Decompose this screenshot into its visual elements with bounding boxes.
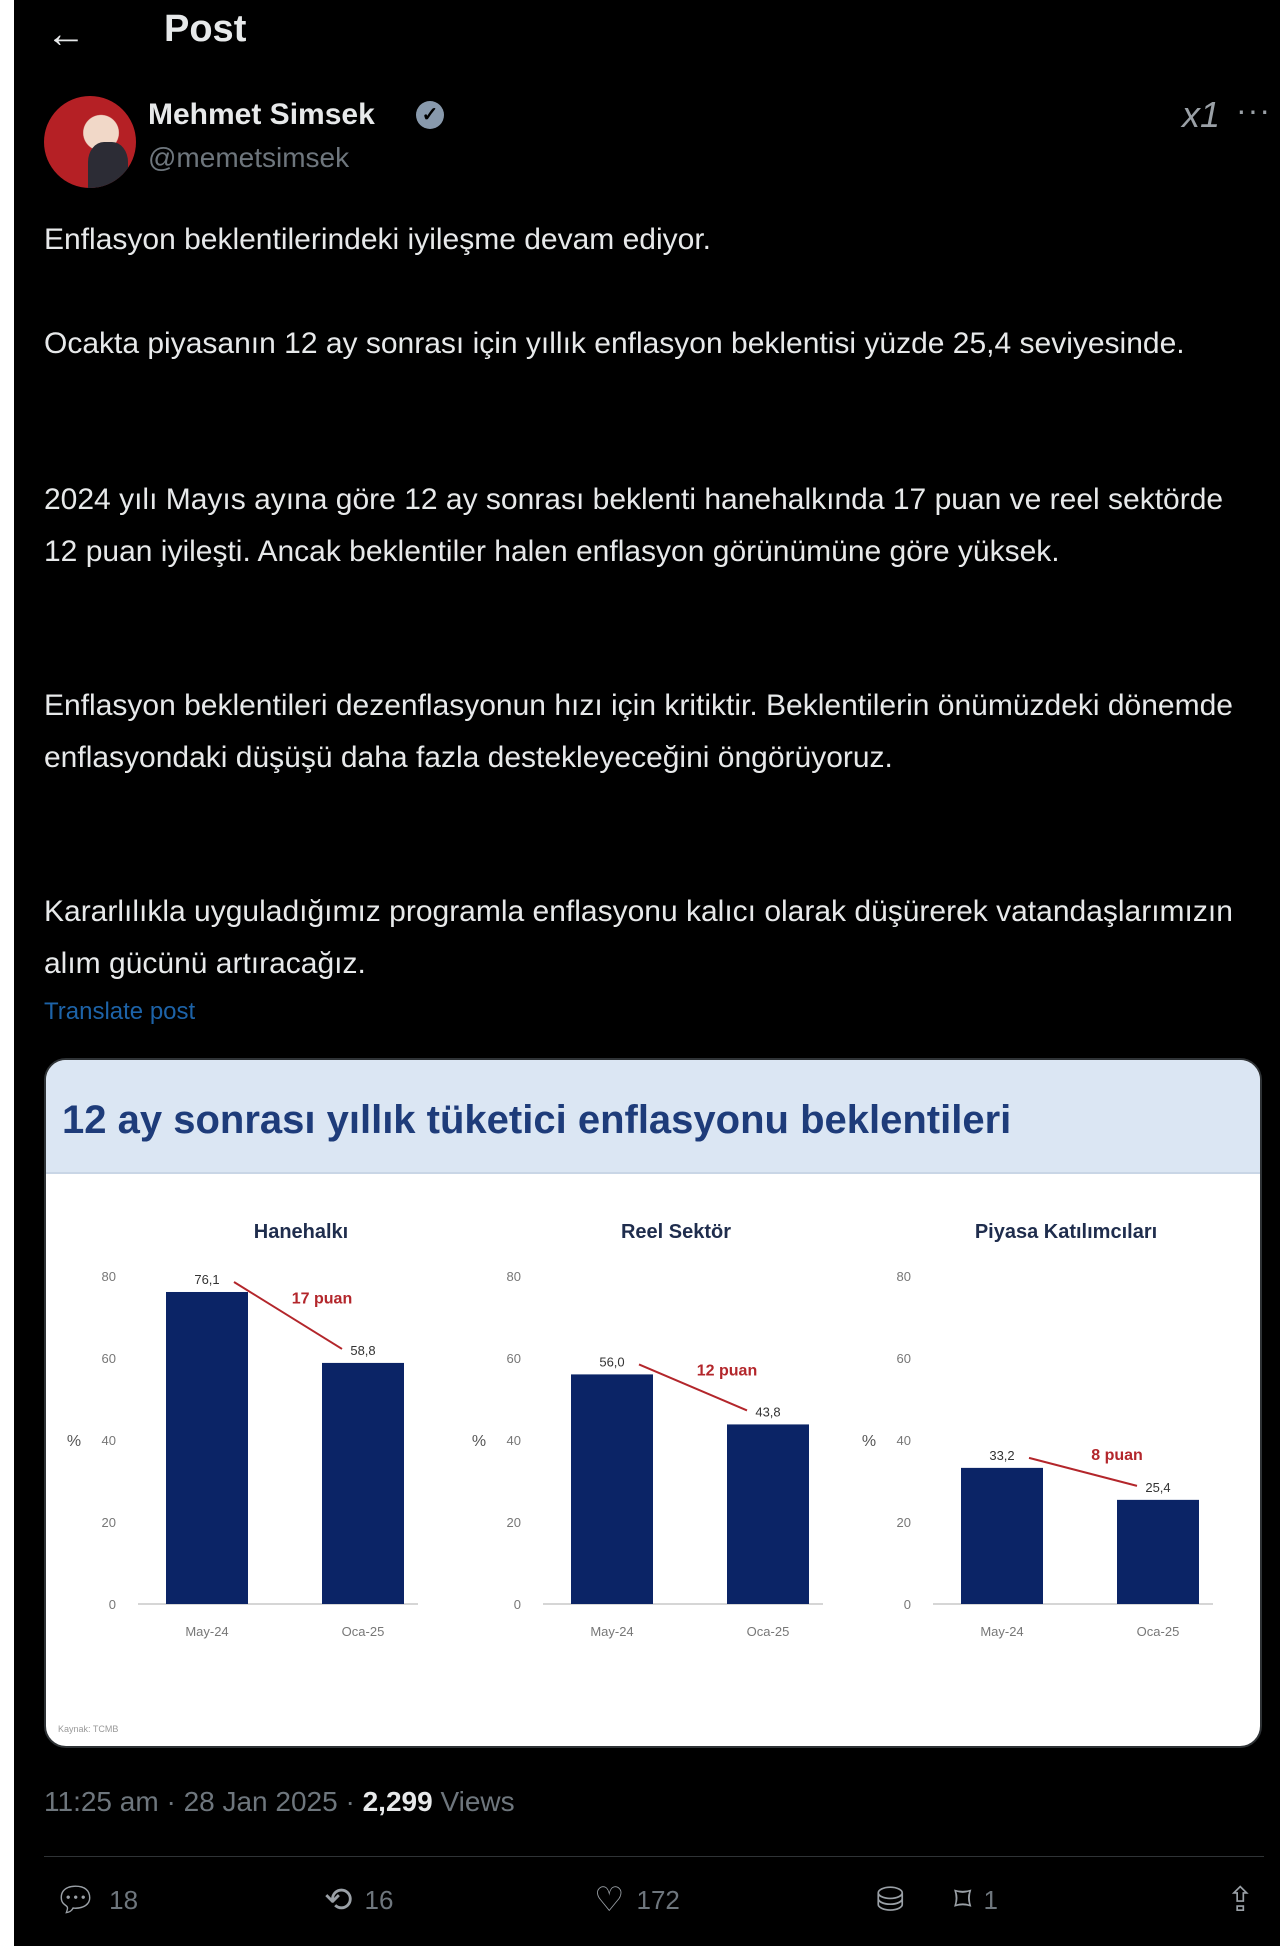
- bar-value-label: 33,2: [989, 1447, 1015, 1463]
- top-bar: [14, 0, 1280, 70]
- repost-count: 16: [364, 1884, 394, 1915]
- x-tick-label: Oca-25: [746, 1624, 790, 1639]
- bar: [166, 1292, 248, 1604]
- views-label: Views: [440, 1786, 515, 1817]
- bar: [1117, 1500, 1199, 1604]
- post-time[interactable]: 11:25 am: [44, 1786, 159, 1817]
- bookmark-icon: ⌑: [954, 1881, 972, 1919]
- x-tick-label: May-24: [185, 1624, 229, 1639]
- bookmark-button[interactable]: [954, 1880, 998, 1920]
- bar-value-label: 76,1: [194, 1271, 220, 1287]
- panel-title: Piyasa Katılımcıları: [974, 1221, 1158, 1243]
- meta-separator: ·: [166, 1786, 176, 1817]
- author-handle[interactable]: @memetsimsek: [148, 142, 350, 173]
- y-axis-label: %: [471, 1433, 487, 1450]
- change-label: 12 puan: [696, 1362, 758, 1380]
- reply-count: 18: [109, 1884, 139, 1915]
- grok-analyze-icon: ⛁: [876, 1881, 905, 1919]
- avatar[interactable]: [44, 96, 136, 188]
- chart-title: 12 ay sonrası yıllık tüketici enflasyonu beklentileri: [62, 1098, 1012, 1142]
- bookmark-count: 1: [983, 1884, 998, 1915]
- x-tick-label: May-24: [590, 1624, 634, 1639]
- views-count: 2,299: [362, 1786, 433, 1817]
- y-tick-label: 20: [101, 1515, 116, 1530]
- y-tick-label: 40: [896, 1433, 911, 1448]
- post-text-paragraph-4: Enflasyon beklentileri dezenflasyonun hızı için kritiktir. Beklentilerin önümüzdeki dönemde enflasyondaki düşüşü daha fazla destekleyeceğini öngörüyoruz.: [44, 689, 1233, 774]
- y-tick-label: 40: [506, 1433, 521, 1448]
- chart-header: [46, 1060, 1260, 1174]
- page-title: Post: [164, 8, 247, 50]
- heart-icon: ♡: [594, 1881, 625, 1919]
- post-meta: [44, 1786, 515, 1818]
- bar-value-label: 56,0: [599, 1354, 625, 1370]
- post-text-paragraph-2: Ocakta piyasanın 12 ay sonrası için yıllık enflasyon beklentisi yüzde 25,4 seviyesinde.: [44, 327, 1185, 360]
- bar: [727, 1424, 809, 1604]
- repost-icon: ⟲: [324, 1881, 353, 1919]
- like-count: 172: [636, 1884, 680, 1915]
- grok-icon[interactable]: x1: [1182, 94, 1221, 135]
- y-tick-label: 60: [896, 1351, 911, 1366]
- reply-icon: 💬︎: [54, 1881, 98, 1919]
- post-text-paragraph-3: 2024 yılı Mayıs ayına göre 12 ay sonrası beklenti hanehalkında 17 puan ve reel sektörde 12 puan iyileşti. Ancak beklentiler halen enflasyon görünümüne göre yüksek.: [44, 483, 1224, 568]
- y-tick-label: 60: [101, 1351, 116, 1366]
- grok-analyze-button[interactable]: [876, 1880, 905, 1920]
- post-date[interactable]: 28 Jan 2025: [183, 1786, 338, 1817]
- post-text-paragraph-1: Enflasyon beklentilerindeki iyileşme devam ediyor.: [44, 223, 712, 256]
- verified-badge-icon: ✓: [416, 101, 444, 129]
- y-tick-label: 80: [506, 1269, 521, 1284]
- panel-title: Hanehalkı: [253, 1221, 349, 1243]
- y-tick-label: 60: [506, 1351, 521, 1366]
- y-tick-label: 0: [108, 1597, 116, 1612]
- x-tick-label: Oca-25: [1136, 1624, 1180, 1639]
- x-tick-label: Oca-25: [341, 1624, 385, 1639]
- bar-value-label: 43,8: [755, 1404, 781, 1420]
- bar-value-label: 58,8: [350, 1342, 376, 1358]
- chart-source-note: Kaynak: TCMB: [58, 1724, 119, 1734]
- x-tick-label: May-24: [980, 1624, 1024, 1639]
- post-screen: [14, 0, 1280, 1946]
- post-text-paragraph-5: Kararlılıkla uyguladığımız programla enflasyonu kalıcı olarak düşürerek vatandaşlarımızın alım gücünü artıracağız.: [44, 895, 1233, 980]
- bar: [322, 1363, 404, 1604]
- panel-title: Reel Sektör: [620, 1221, 732, 1243]
- divider: [44, 1856, 1264, 1857]
- y-axis-label: %: [861, 1433, 877, 1450]
- chart-panels: [46, 1172, 1260, 1746]
- y-axis-label: %: [66, 1433, 82, 1450]
- y-tick-label: 80: [896, 1269, 911, 1284]
- arrow-left-icon[interactable]: ←: [46, 12, 86, 56]
- reply-button[interactable]: [54, 1880, 138, 1920]
- author-name[interactable]: Mehmet Simsek: [148, 98, 375, 131]
- share-button[interactable]: [1226, 1880, 1255, 1920]
- like-button[interactable]: [594, 1880, 680, 1920]
- chart-image[interactable]: [44, 1058, 1262, 1748]
- repost-button[interactable]: [324, 1880, 393, 1920]
- more-options-icon[interactable]: ···: [1236, 92, 1271, 128]
- bar: [961, 1468, 1043, 1604]
- y-tick-label: 0: [513, 1597, 521, 1612]
- y-tick-label: 20: [896, 1515, 911, 1530]
- y-tick-label: 40: [101, 1433, 116, 1448]
- change-label: 17 puan: [291, 1290, 353, 1308]
- meta-separator: ·: [345, 1786, 355, 1817]
- action-bar: [14, 1880, 1280, 1930]
- bar: [571, 1374, 653, 1604]
- bar-value-label: 25,4: [1145, 1479, 1171, 1495]
- y-tick-label: 20: [506, 1515, 521, 1530]
- share-icon: ⇪: [1226, 1881, 1255, 1919]
- y-tick-label: 80: [101, 1269, 116, 1284]
- y-tick-label: 0: [903, 1597, 911, 1612]
- change-label: 8 puan: [1091, 1446, 1143, 1464]
- translate-post-link[interactable]: Translate post: [44, 998, 196, 1025]
